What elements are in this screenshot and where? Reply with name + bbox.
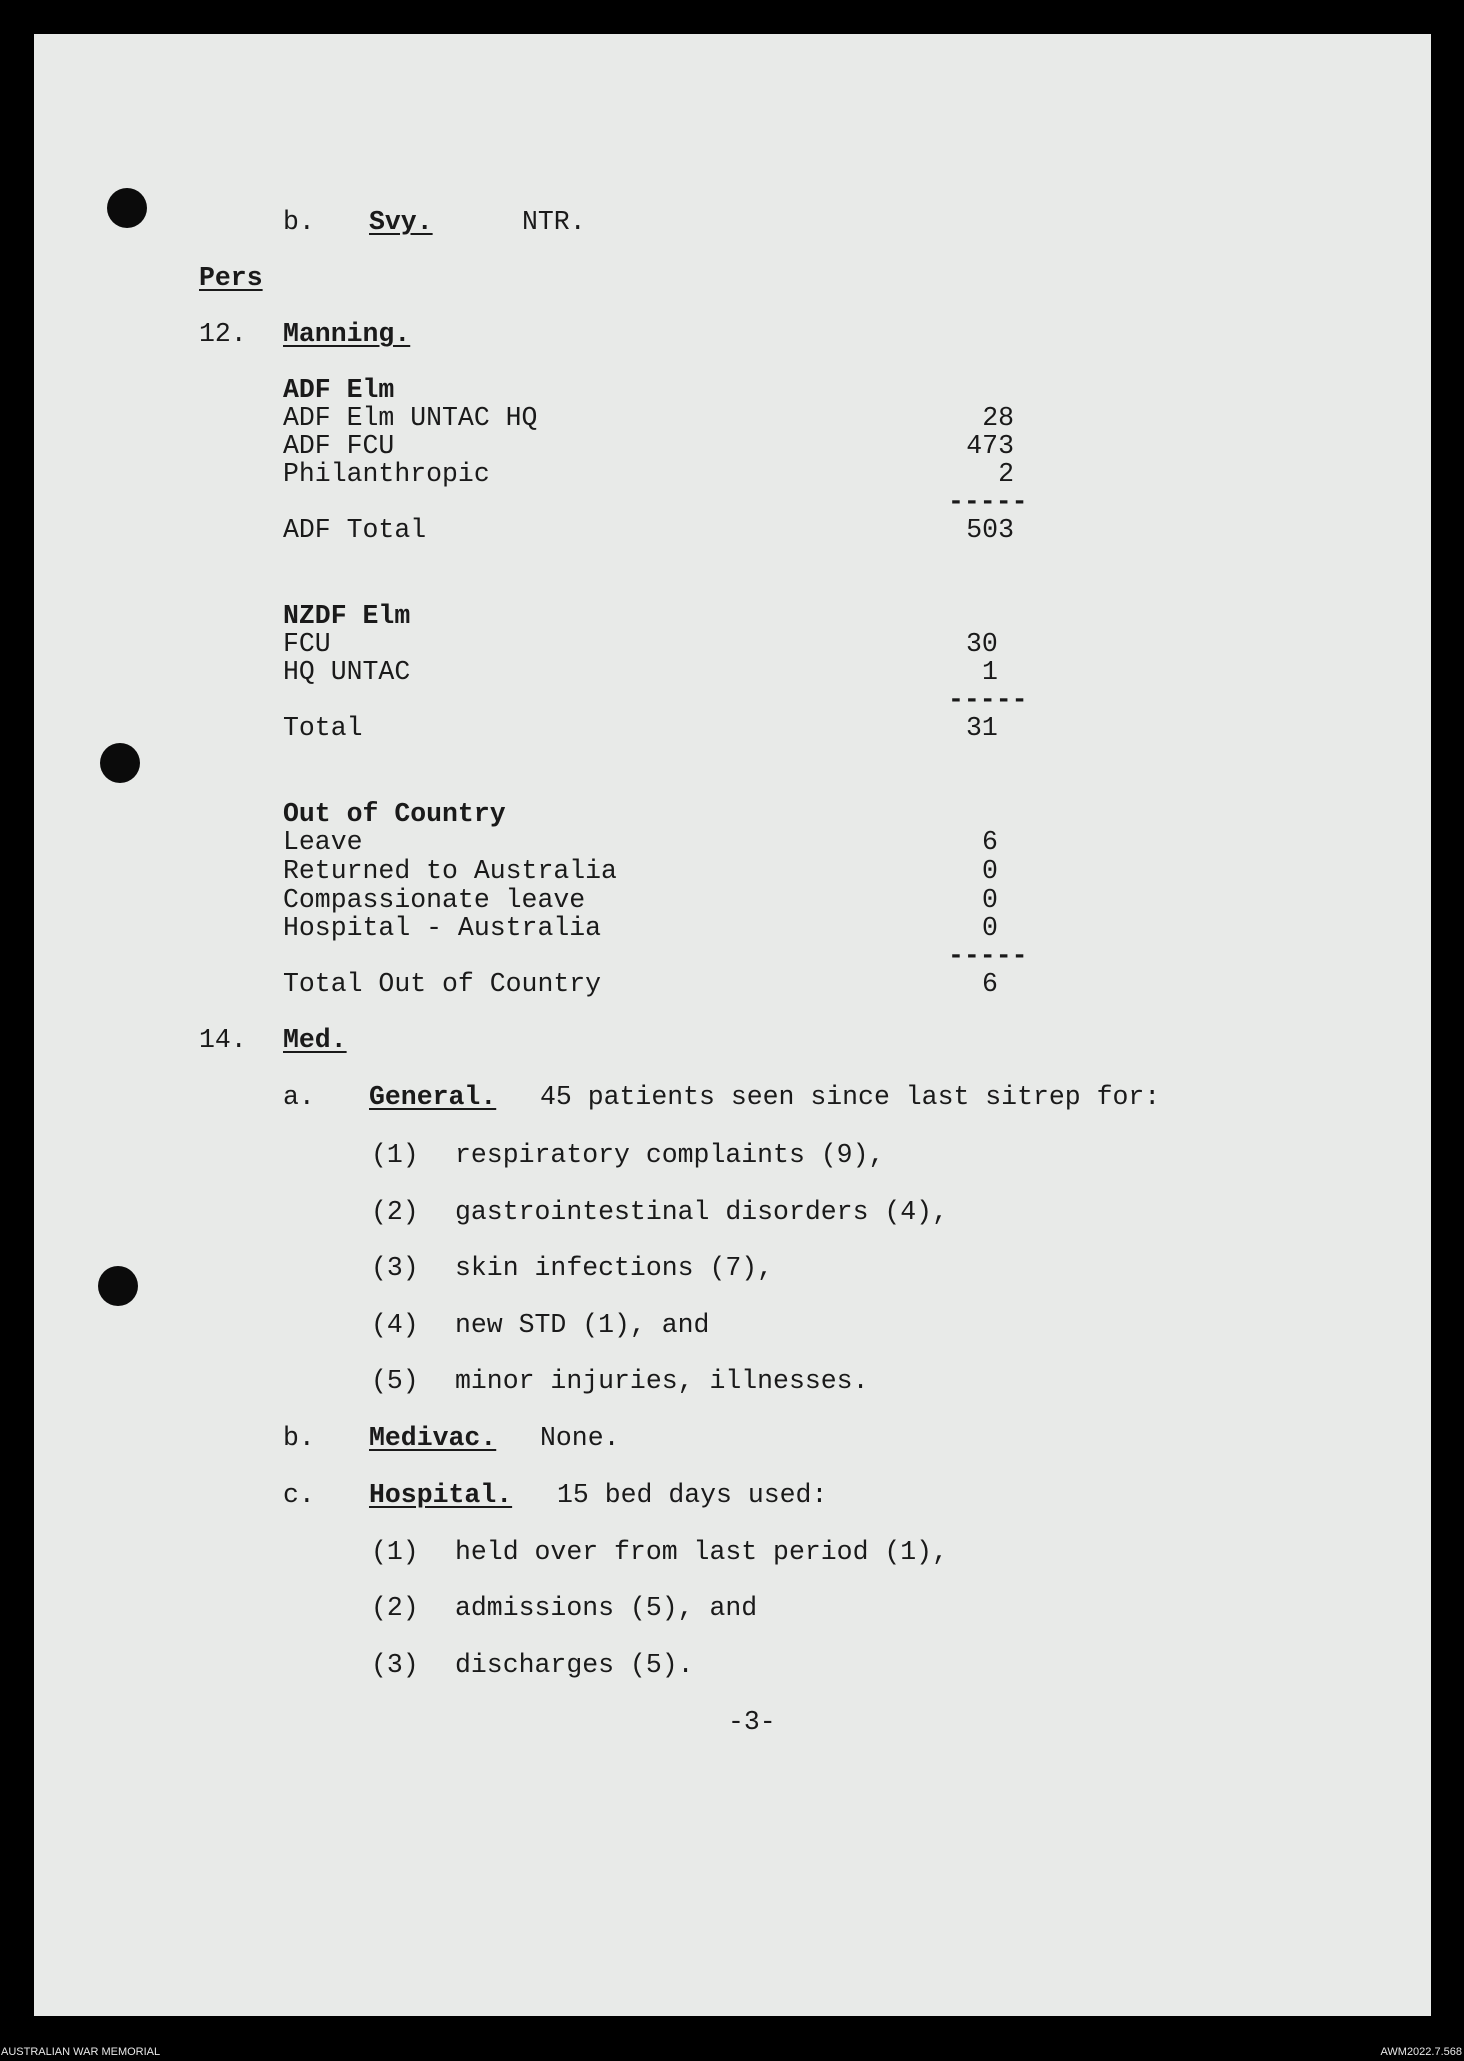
adf-row-label: ADF Elm UNTAC HQ bbox=[283, 403, 538, 433]
ooc-row-label: Leave bbox=[283, 827, 363, 857]
svy-letter: b. bbox=[283, 207, 315, 237]
general-item-number: (5) bbox=[371, 1366, 419, 1396]
hospital-item-text: admissions (5), and bbox=[455, 1593, 758, 1623]
ooc-total-value: 6 bbox=[982, 969, 998, 999]
general-item-text: respiratory complaints (9), bbox=[455, 1140, 885, 1170]
adf-row-label: Philanthropic bbox=[283, 459, 490, 489]
hospital-item-number: (3) bbox=[371, 1650, 419, 1680]
adf-row-value: 473 bbox=[966, 431, 1014, 461]
svy-heading: Svy. bbox=[369, 207, 433, 237]
hospital-text: 15 bed days used: bbox=[557, 1480, 828, 1510]
manning-number: 12. bbox=[199, 319, 247, 349]
hospital-item-number: (2) bbox=[371, 1593, 419, 1623]
general-item-number: (1) bbox=[371, 1140, 419, 1170]
general-item-number: (2) bbox=[371, 1197, 419, 1227]
svy-text: NTR. bbox=[522, 207, 586, 237]
footer-archive-name: AUSTRALIAN WAR MEMORIAL bbox=[1, 2046, 161, 2058]
adf-row-label: ADF FCU bbox=[283, 431, 395, 461]
adf-row-value: 28 bbox=[982, 403, 1014, 433]
nzdf-row-label: HQ UNTAC bbox=[283, 657, 411, 687]
ooc-row-value: 0 bbox=[982, 885, 998, 915]
pers-heading: Pers bbox=[199, 263, 263, 293]
nzdf-row-label: FCU bbox=[283, 629, 331, 659]
med-number: 14. bbox=[199, 1025, 247, 1055]
adf-heading: ADF Elm bbox=[283, 375, 395, 405]
general-item-text: gastrointestinal disorders (4), bbox=[455, 1197, 948, 1227]
ooc-row-value: 0 bbox=[982, 856, 998, 886]
general-item-number: (4) bbox=[371, 1310, 419, 1340]
ooc-row-label: Hospital - Australia bbox=[283, 913, 602, 943]
adf-total-rule: ----- bbox=[948, 487, 1028, 517]
ooc-total-rule: ----- bbox=[948, 941, 1028, 971]
nzdf-row-value: 30 bbox=[966, 629, 998, 659]
manning-heading: Manning. bbox=[283, 319, 411, 349]
punch-hole-middle bbox=[100, 743, 140, 783]
hospital-heading: Hospital. bbox=[369, 1480, 513, 1510]
medivac-text: None. bbox=[540, 1423, 620, 1453]
general-text: 45 patients seen since last sitrep for: bbox=[540, 1082, 1161, 1112]
ooc-row-label: Returned to Australia bbox=[283, 856, 617, 886]
ooc-total-label: Total Out of Country bbox=[283, 969, 602, 999]
punch-hole-top bbox=[107, 188, 147, 228]
footer-reference-number: AWM2022.7.568 bbox=[1380, 2046, 1462, 2058]
nzdf-total-label: Total bbox=[283, 713, 363, 743]
general-item-number: (3) bbox=[371, 1253, 419, 1283]
punch-hole-bottom bbox=[98, 1266, 138, 1306]
general-item-text: skin infections (7), bbox=[455, 1253, 774, 1283]
general-item-text: minor injuries, illnesses. bbox=[455, 1366, 869, 1396]
hospital-item-text: discharges (5). bbox=[455, 1650, 694, 1680]
general-item-text: new STD (1), and bbox=[455, 1310, 710, 1340]
hospital-item-number: (1) bbox=[371, 1537, 419, 1567]
hospital-item-text: held over from last period (1), bbox=[455, 1537, 948, 1567]
adf-total-label: ADF Total bbox=[283, 515, 427, 545]
page-number: -3- bbox=[728, 1707, 776, 1737]
nzdf-total-value: 31 bbox=[966, 713, 998, 743]
medivac-heading: Medivac. bbox=[369, 1423, 497, 1453]
general-letter: a. bbox=[283, 1082, 315, 1112]
adf-total-value: 503 bbox=[966, 515, 1014, 545]
medivac-letter: b. bbox=[283, 1423, 315, 1453]
ooc-row-value: 6 bbox=[982, 827, 998, 857]
ooc-heading: Out of Country bbox=[283, 799, 506, 829]
med-heading: Med. bbox=[283, 1025, 347, 1055]
nzdf-heading: NZDF Elm bbox=[283, 601, 411, 631]
hospital-letter: c. bbox=[283, 1480, 315, 1510]
adf-row-value: 2 bbox=[998, 459, 1014, 489]
nzdf-total-rule: ----- bbox=[948, 685, 1028, 715]
ooc-row-value: 0 bbox=[982, 913, 998, 943]
ooc-row-label: Compassionate leave bbox=[283, 885, 586, 915]
nzdf-row-value: 1 bbox=[982, 657, 998, 687]
general-heading: General. bbox=[369, 1082, 497, 1112]
